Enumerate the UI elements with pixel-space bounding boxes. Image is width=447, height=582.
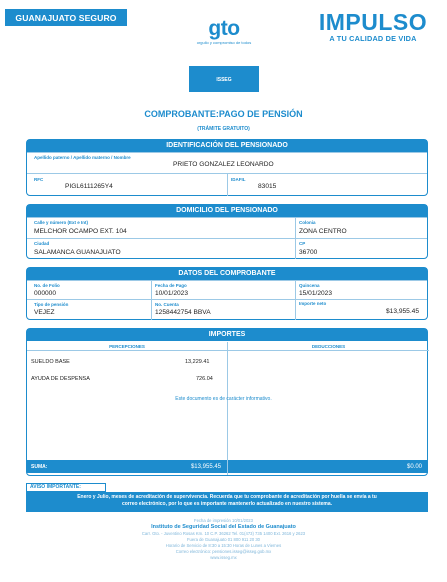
neto-label: Importe neto	[299, 301, 327, 306]
footer-web: www.isseg.mx	[210, 555, 237, 560]
percepcion-amount: 13,229.41	[185, 359, 210, 365]
colonia-label: Colonia	[299, 220, 316, 225]
importes-heading: IMPORTES	[27, 329, 427, 341]
suma-label: SUMA:	[31, 464, 48, 470]
tipo-value: VEJEZ	[34, 309, 55, 316]
folio-row	[27, 280, 427, 299]
name-label: Apellido paterno / Apellido materno / Nombre	[34, 155, 131, 160]
importes-section	[26, 328, 428, 476]
office-code: ISSEG	[216, 77, 232, 83]
quincena-label: Quincena	[299, 283, 320, 288]
divider	[227, 342, 228, 475]
deducciones-header: DEDUCCIONES	[228, 342, 429, 351]
folio-label: No. de Folio	[34, 283, 60, 288]
domicilio-section	[26, 204, 428, 259]
gto-logo	[189, 14, 259, 92]
idafil-value: 83015	[258, 183, 277, 190]
city-row	[27, 238, 427, 259]
divider	[151, 300, 152, 320]
rfc-row	[27, 173, 427, 196]
divider	[295, 218, 296, 238]
idafil-label: IDAFIL	[231, 177, 246, 182]
impulso-subtitle: A TU CALIDAD DE VIDA	[329, 34, 417, 43]
percepcion-concept: AYUDA DE DESPENSA	[31, 376, 90, 382]
street-label: Calle y número (Ext e Int)	[34, 220, 89, 225]
percepciones-header: PERCEPCIONES	[27, 342, 227, 351]
impulso-title: IMPULSO	[318, 9, 428, 35]
aviso-box	[26, 492, 428, 512]
ciudad-value: SALAMANCA GUANAJUATO	[34, 249, 121, 256]
tipo-label: Tipo de pensión	[34, 302, 69, 307]
cuenta-label: No. Cuenta	[155, 302, 179, 307]
suma-percepciones-bar	[27, 460, 227, 473]
identificacion-heading: IDENTIFICACIÓN DEL PENSIONADO	[27, 140, 427, 152]
domicilio-heading: DOMICILIO DEL PENSIONADO	[27, 205, 427, 217]
street-value: MELCHOR OCAMPO EXT. 104	[34, 228, 127, 235]
footer-hours: Horario de Servicio de 8:30 a 15:30 Horas de Lunes a Viernes	[165, 543, 282, 548]
footer-phone: Fuera de Guanajuato 01 800 911 20 30	[186, 537, 261, 542]
suma-percepciones-value: $13,955.45	[190, 464, 221, 470]
institution-name: Instituto de Seguridad Social del Estado de Guanajuato	[151, 524, 296, 530]
informative-note: Este documento es de carácter informativo.	[175, 396, 272, 402]
aviso-line: Enero y Julio, meses de acreditación de supervivencia. Recuerda que tu comprobante de acreditación por huella se envía a tu	[77, 494, 377, 500]
percepcion-concept: SUELDO BASE	[31, 359, 70, 365]
fecha-label: Fecha de Pago	[155, 283, 187, 288]
divider	[295, 281, 296, 299]
divider	[151, 281, 152, 299]
document-subtitle: (TRÁMITE GRATUITO)	[197, 126, 250, 132]
logo-word: gto	[208, 17, 240, 40]
aviso-line: correo electrónico, por lo que es importante mantenerlo actualizado en nuestro sistema.	[121, 501, 333, 507]
name-value: PRIETO GONZALEZ LEONARDO	[173, 161, 274, 168]
cp-label: CP	[299, 241, 306, 246]
footer-email: Correo electrónico: pensiones.isseg@isseg.gob.mx	[175, 549, 272, 554]
percepcion-amount: 726.04	[196, 376, 213, 382]
tipo-row	[27, 299, 427, 320]
datos-section	[26, 267, 428, 320]
folio-value: 000000	[34, 290, 57, 297]
neto-value: $13,955.45	[385, 308, 419, 315]
datos-heading: DATOS DEL COMPROBANTE	[27, 268, 427, 280]
cp-value: 36700	[299, 249, 318, 256]
ciudad-label: Ciudad	[34, 241, 50, 246]
street-row	[27, 217, 427, 238]
name-row	[27, 152, 427, 173]
divider	[295, 300, 296, 320]
footer	[0, 518, 447, 561]
brand-badge: GUANAJUATO SEGURO	[5, 9, 127, 26]
rfc-value: PIGL6111265Y4	[65, 183, 113, 190]
print-date: Fecha de impresión 10/01/2023	[194, 518, 253, 523]
suma-deducciones-value: $0.00	[406, 464, 422, 470]
divider	[227, 174, 228, 196]
document-title: COMPROBANTE:PAGO DE PENSIÓN	[144, 109, 303, 119]
footer-address: Carr. Gto. - Juventino Rosas Km. 10 C.P. 36262 Tel. 01(473) 735 1400 Ext. 2616 y 2623	[141, 531, 306, 536]
rfc-label: RFC	[34, 177, 44, 182]
colonia-value: ZONA CENTRO	[299, 228, 347, 235]
aviso-label: AVISO IMPORTANTE:	[26, 483, 106, 492]
impulso-logo	[308, 10, 438, 43]
quincena-value: 15/01/2023	[299, 290, 333, 297]
divider	[295, 239, 296, 259]
cuenta-value: 1258442754 BBVA	[155, 309, 211, 316]
fecha-value: 10/01/2023	[155, 290, 189, 297]
suma-deducciones-bar	[228, 460, 428, 473]
logo-tagline: orgullo y compromiso de todos	[196, 40, 252, 45]
identificacion-section	[26, 139, 428, 196]
